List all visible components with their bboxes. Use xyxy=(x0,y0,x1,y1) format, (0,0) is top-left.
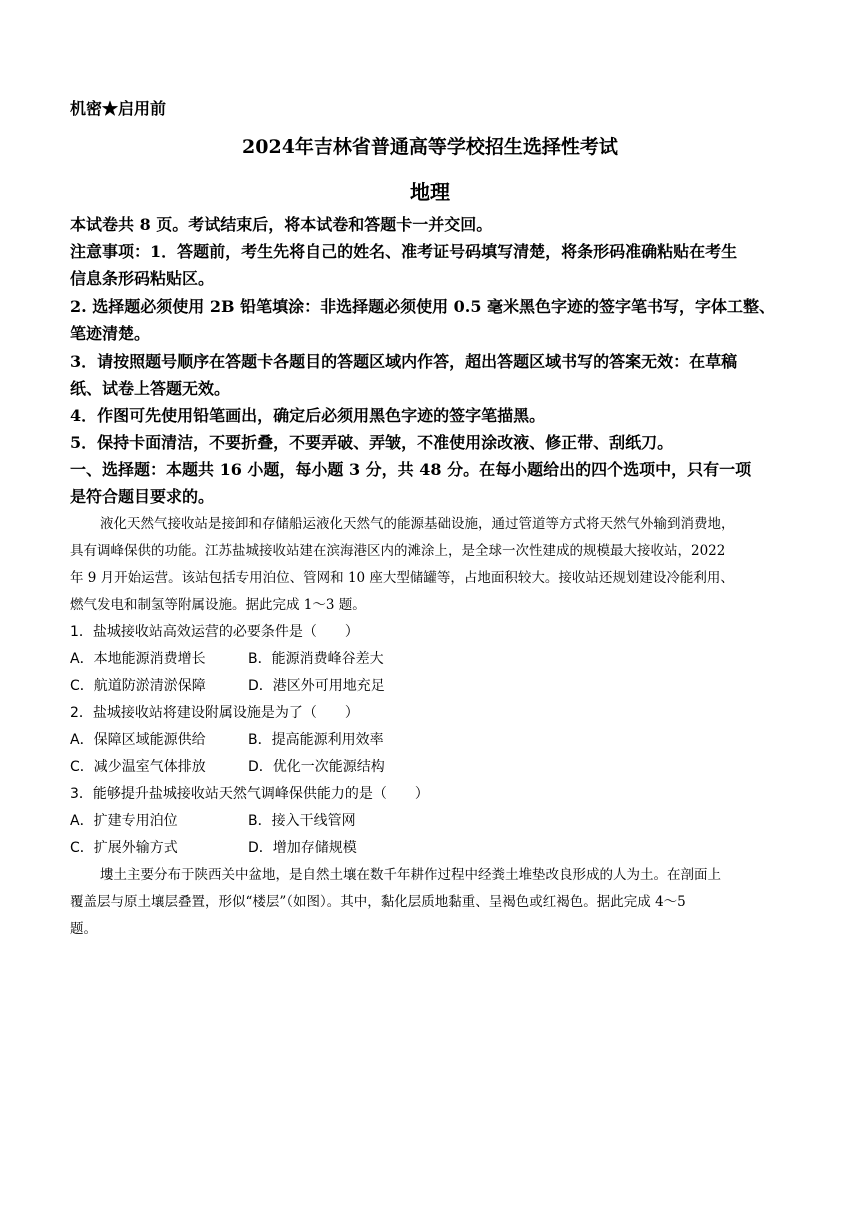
exam-title: 2024年吉林省普通高等学校招生选择性考试 xyxy=(242,136,618,158)
notes-line: 笔迹清楚。 xyxy=(70,324,151,343)
option-row xyxy=(70,811,356,831)
passage-line: 液化天然气接收站是接卸和存储船运液化天然气的能源基础设施，通过管道等方式将天然气外输到消费地， xyxy=(100,516,735,532)
confidential-mark: 机密★启用前 xyxy=(70,99,167,118)
notes-line: 2. 选择题必须使用 2B 铅笔填涂：非选择题必须使用 0.5 毫米黑色字迹的签字笔书写，字体工整、 xyxy=(70,297,776,316)
question-stem: 3．能够提升盐城接收站天然气调峰保供能力的是（ ） xyxy=(70,786,429,802)
option-a: A．本地能源消费增长 xyxy=(70,651,206,667)
notes-line: 5．保持卡面清洁，不要折叠，不要弄破、弄皱，不准使用涂改液、修正带、刮纸刀。 xyxy=(70,433,674,452)
notes-line: 3．请按照题号顺序在答题卡各题目的答题区域内作答，超出答题区域书写的答案无效：在草稿 xyxy=(70,352,738,371)
notes-line: 注意事项：1．答题前，考生先将自己的姓名、准考证号码填写清楚，将条形码准确粘贴在考生 xyxy=(70,242,738,261)
option-row xyxy=(70,838,357,858)
notes-line: 纸、试卷上答题无效。 xyxy=(70,379,231,398)
question-stem: 1．盐城接收站高效运营的必要条件是（ ） xyxy=(70,624,359,640)
option-c: C．减少温室气体排放 xyxy=(70,759,206,775)
notes-line: 4．作图可先使用铅笔画出，确定后必须用黑色字迹的签字笔描黑。 xyxy=(70,406,546,425)
question-stem: 2．盐城接收站将建设附属设施是为了（ ） xyxy=(70,705,359,721)
option-a: A．保障区域能源供给 xyxy=(70,732,206,748)
option-d: D．港区外可用地充足 xyxy=(248,678,385,694)
passage-line: 具有调峰保供的功能。江苏盐城接收站建在滨海港区内的滩涂上，是全球一次性建成的规模最大接收站，2022 xyxy=(70,543,726,559)
notes-line: 本试卷共 8 页。考试结束后，将本试卷和答题卡一并交回。 xyxy=(70,215,493,234)
passage-line: 燃气发电和制氢等附属设施。据此完成 1～3 题。 xyxy=(70,597,366,613)
passage-line: 塿土主要分布于陕西关中盆地，是自然土壤在数千年耕作过程中经粪土堆垫改良形成的人为土。在剖面上 xyxy=(100,867,721,883)
option-c: C．扩展外输方式 xyxy=(70,840,178,856)
notes-line: 信息条形码粘贴区。 xyxy=(70,269,215,288)
option-row xyxy=(70,757,385,777)
section-heading: 一、选择题：本题共 16 小题，每小题 3 分，共 48 分。在每小题给出的四个选项中，只有一项 xyxy=(70,460,752,479)
option-row xyxy=(70,649,384,669)
option-b: B．能源消费峰谷差大 xyxy=(248,651,384,667)
option-a: A．扩建专用泊位 xyxy=(70,813,178,829)
option-b: B．提高能源利用效率 xyxy=(248,732,384,748)
passage-line: 覆盖层与原土壤层叠置，形似“楼层”（如图）。其中，黏化层质地黏重、呈褐色或红褐色。据此完成 4～5 xyxy=(70,894,686,910)
option-row xyxy=(70,730,384,750)
option-c: C．航道防淤清淤保障 xyxy=(70,678,206,694)
passage-line: 题。 xyxy=(70,921,97,937)
option-row xyxy=(70,676,385,696)
section-heading: 是符合题目要求的。 xyxy=(70,487,215,506)
option-b: B．接入干线管网 xyxy=(248,813,356,829)
subject-title: 地理 xyxy=(410,180,450,204)
option-d: D．优化一次能源结构 xyxy=(248,759,385,775)
option-d: D．增加存储规模 xyxy=(248,840,357,856)
passage-line: 年 9 月开始运营。该站包括专用泊位、管网和 10 座大型储罐等，占地面积较大。接收站还规划建设冷能利用、 xyxy=(70,570,734,586)
